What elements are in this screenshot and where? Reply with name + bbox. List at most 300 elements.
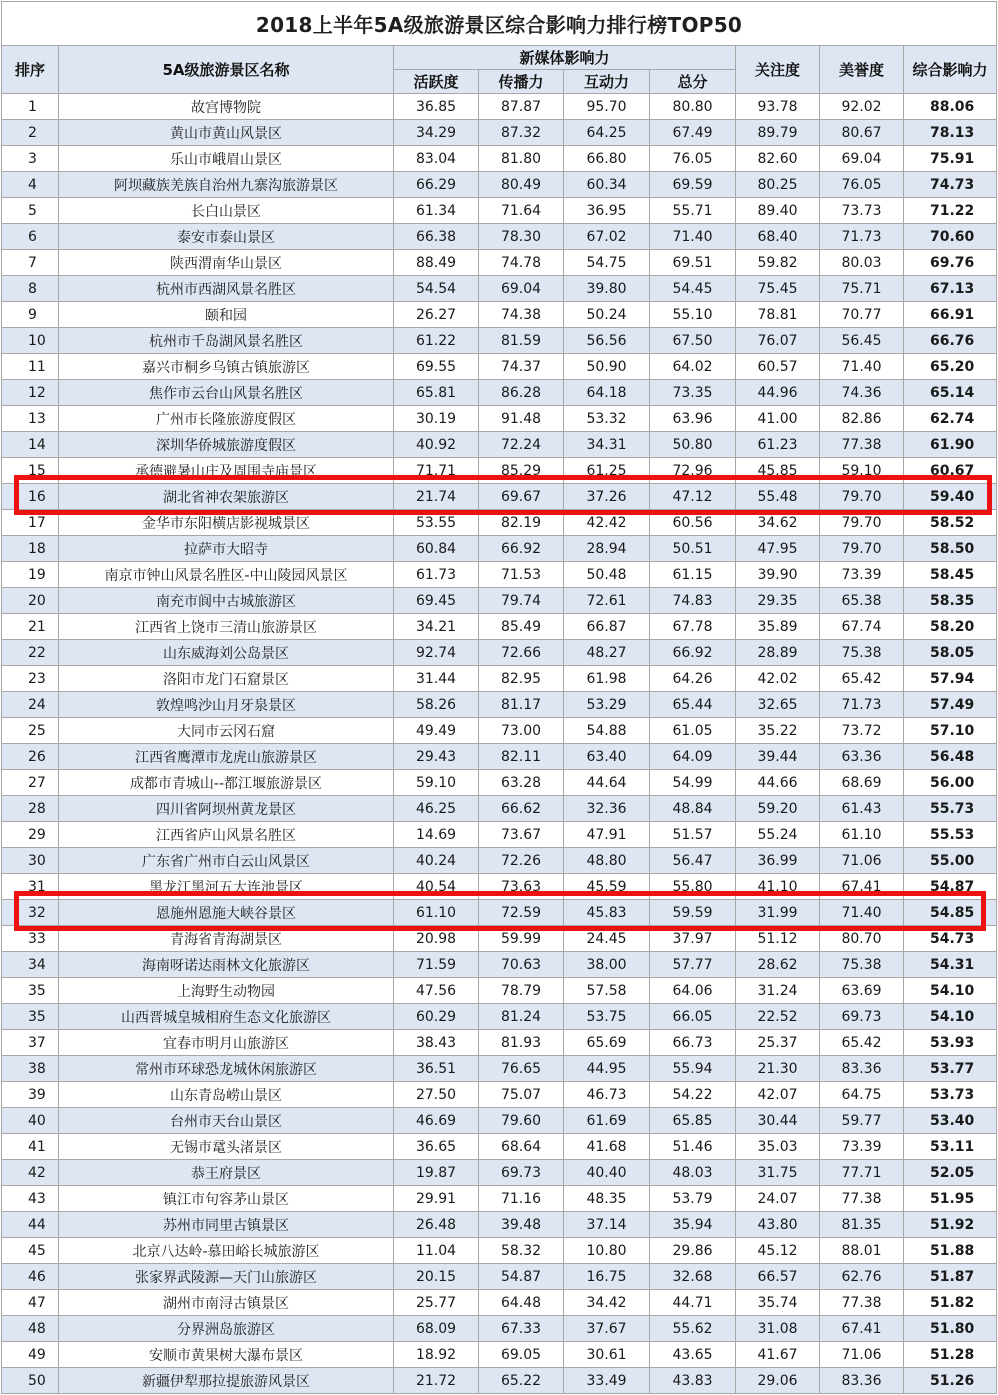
cell-media-total: 69.59	[650, 172, 736, 198]
cell-reputation: 76.05	[820, 172, 904, 198]
cell-attention: 59.20	[736, 796, 820, 822]
cell-attention: 93.78	[736, 94, 820, 120]
cell-spread: 72.66	[479, 640, 564, 666]
cell-attention: 31.75	[736, 1160, 820, 1186]
cell-reputation: 88.01	[820, 1238, 904, 1264]
cell-attention: 66.57	[736, 1264, 820, 1290]
cell-reputation: 71.40	[820, 354, 904, 380]
cell-attention: 51.12	[736, 926, 820, 952]
cell-rank: 21	[2, 614, 59, 640]
cell-attention: 35.74	[736, 1290, 820, 1316]
cell-reputation: 83.36	[820, 1368, 904, 1394]
cell-interaction: 44.95	[564, 1056, 650, 1082]
cell-interaction: 37.26	[564, 484, 650, 510]
cell-overall: 57.94	[904, 666, 997, 692]
cell-attention: 35.89	[736, 614, 820, 640]
cell-name: 大同市云冈石窟	[59, 718, 394, 744]
cell-activity: 69.55	[394, 354, 479, 380]
cell-spread: 69.73	[479, 1160, 564, 1186]
cell-interaction: 50.48	[564, 562, 650, 588]
cell-media-total: 64.09	[650, 744, 736, 770]
header-activity: 活跃度	[394, 70, 479, 94]
cell-interaction: 56.56	[564, 328, 650, 354]
cell-name: 湖北省神农架旅游区	[59, 484, 394, 510]
table-row	[2, 1238, 997, 1264]
header-media-group: 新媒体影响力	[394, 46, 736, 70]
ranking-table	[1, 1, 997, 1394]
cell-name: 苏州市同里古镇景区	[59, 1212, 394, 1238]
cell-rank: 30	[2, 848, 59, 874]
cell-overall: 51.26	[904, 1368, 997, 1394]
cell-overall: 70.60	[904, 224, 997, 250]
cell-activity: 38.43	[394, 1030, 479, 1056]
header-interaction: 互动力	[564, 70, 650, 94]
cell-spread: 71.16	[479, 1186, 564, 1212]
cell-interaction: 72.61	[564, 588, 650, 614]
cell-name: 杭州市西湖风景名胜区	[59, 276, 394, 302]
cell-activity: 36.51	[394, 1056, 479, 1082]
cell-attention: 82.60	[736, 146, 820, 172]
cell-media-total: 37.97	[650, 926, 736, 952]
cell-spread: 63.28	[479, 770, 564, 796]
cell-activity: 29.43	[394, 744, 479, 770]
header-name: 5A级旅游景区名称	[59, 46, 394, 94]
table-row	[2, 978, 997, 1004]
cell-rank: 20	[2, 588, 59, 614]
cell-overall: 54.87	[904, 874, 997, 900]
cell-interaction: 64.18	[564, 380, 650, 406]
cell-spread: 86.28	[479, 380, 564, 406]
cell-name: 镇江市句容茅山景区	[59, 1186, 394, 1212]
cell-activity: 26.48	[394, 1212, 479, 1238]
cell-activity: 31.44	[394, 666, 479, 692]
cell-rank: 8	[2, 276, 59, 302]
cell-activity: 40.54	[394, 874, 479, 900]
cell-spread: 81.80	[479, 146, 564, 172]
cell-media-total: 54.99	[650, 770, 736, 796]
cell-reputation: 79.70	[820, 510, 904, 536]
cell-interaction: 64.25	[564, 120, 650, 146]
cell-reputation: 67.74	[820, 614, 904, 640]
cell-overall: 51.92	[904, 1212, 997, 1238]
cell-media-total: 51.57	[650, 822, 736, 848]
cell-name: 黄山市黄山风景区	[59, 120, 394, 146]
table-row	[2, 1056, 997, 1082]
cell-reputation: 71.06	[820, 1342, 904, 1368]
table-row	[2, 614, 997, 640]
cell-media-total: 44.71	[650, 1290, 736, 1316]
cell-attention: 89.79	[736, 120, 820, 146]
cell-media-total: 66.05	[650, 1004, 736, 1030]
cell-attention: 47.95	[736, 536, 820, 562]
cell-reputation: 59.10	[820, 458, 904, 484]
cell-reputation: 79.70	[820, 484, 904, 510]
cell-reputation: 71.73	[820, 224, 904, 250]
cell-spread: 54.87	[479, 1264, 564, 1290]
cell-overall: 58.35	[904, 588, 997, 614]
cell-media-total: 64.26	[650, 666, 736, 692]
cell-name: 南京市钟山风景名胜区-中山陵园风景区	[59, 562, 394, 588]
table-row	[2, 1342, 997, 1368]
cell-activity: 19.87	[394, 1160, 479, 1186]
cell-rank: 29	[2, 822, 59, 848]
cell-name: 四川省阿坝州黄龙景区	[59, 796, 394, 822]
cell-spread: 73.00	[479, 718, 564, 744]
cell-spread: 59.99	[479, 926, 564, 952]
cell-rank: 19	[2, 562, 59, 588]
cell-activity: 61.73	[394, 562, 479, 588]
cell-spread: 79.60	[479, 1108, 564, 1134]
cell-attention: 42.07	[736, 1082, 820, 1108]
cell-media-total: 60.56	[650, 510, 736, 536]
cell-media-total: 55.10	[650, 302, 736, 328]
cell-interaction: 34.31	[564, 432, 650, 458]
cell-name: 敦煌鸣沙山月牙泉景区	[59, 692, 394, 718]
cell-overall: 66.76	[904, 328, 997, 354]
cell-media-total: 61.15	[650, 562, 736, 588]
table-row	[2, 848, 997, 874]
cell-activity: 61.34	[394, 198, 479, 224]
cell-name: 山西晋城皇城相府生态文化旅游区	[59, 1004, 394, 1030]
cell-media-total: 32.68	[650, 1264, 736, 1290]
cell-attention: 32.65	[736, 692, 820, 718]
cell-reputation: 67.41	[820, 1316, 904, 1342]
cell-rank: 35	[2, 978, 59, 1004]
cell-spread: 81.24	[479, 1004, 564, 1030]
cell-attention: 28.89	[736, 640, 820, 666]
cell-rank: 38	[2, 1056, 59, 1082]
cell-attention: 42.02	[736, 666, 820, 692]
cell-reputation: 75.71	[820, 276, 904, 302]
cell-name: 南充市阆中古城旅游区	[59, 588, 394, 614]
table-row	[2, 354, 997, 380]
cell-rank: 11	[2, 354, 59, 380]
cell-rank: 17	[2, 510, 59, 536]
cell-spread: 80.49	[479, 172, 564, 198]
cell-overall: 69.76	[904, 250, 997, 276]
table-row	[2, 484, 997, 510]
cell-name: 洛阳市龙门石窟景区	[59, 666, 394, 692]
cell-media-total: 29.86	[650, 1238, 736, 1264]
cell-reputation: 71.40	[820, 900, 904, 926]
cell-activity: 11.04	[394, 1238, 479, 1264]
cell-media-total: 65.85	[650, 1108, 736, 1134]
cell-attention: 22.52	[736, 1004, 820, 1030]
cell-rank: 32	[2, 900, 59, 926]
cell-overall: 61.90	[904, 432, 997, 458]
table-row	[2, 1160, 997, 1186]
cell-spread: 70.63	[479, 952, 564, 978]
cell-media-total: 54.45	[650, 276, 736, 302]
cell-reputation: 69.04	[820, 146, 904, 172]
cell-attention: 31.99	[736, 900, 820, 926]
cell-reputation: 77.71	[820, 1160, 904, 1186]
cell-spread: 81.17	[479, 692, 564, 718]
cell-interaction: 45.59	[564, 874, 650, 900]
cell-spread: 58.32	[479, 1238, 564, 1264]
cell-activity: 61.10	[394, 900, 479, 926]
cell-spread: 66.92	[479, 536, 564, 562]
cell-name: 新疆伊犁那拉提旅游风景区	[59, 1368, 394, 1394]
cell-attention: 41.67	[736, 1342, 820, 1368]
cell-reputation: 65.42	[820, 1030, 904, 1056]
cell-activity: 36.65	[394, 1134, 479, 1160]
cell-activity: 21.72	[394, 1368, 479, 1394]
cell-rank: 16	[2, 484, 59, 510]
table-row	[2, 1290, 997, 1316]
cell-name: 深圳华侨城旅游度假区	[59, 432, 394, 458]
table-row	[2, 1030, 997, 1056]
cell-reputation: 73.72	[820, 718, 904, 744]
cell-reputation: 75.38	[820, 640, 904, 666]
cell-spread: 82.19	[479, 510, 564, 536]
cell-name: 杭州市千岛湖风景名胜区	[59, 328, 394, 354]
cell-name: 故宫博物院	[59, 94, 394, 120]
cell-attention: 36.99	[736, 848, 820, 874]
cell-overall: 56.48	[904, 744, 997, 770]
cell-rank: 41	[2, 1134, 59, 1160]
cell-name: 广东省广州市白云山风景区	[59, 848, 394, 874]
cell-media-total: 59.59	[650, 900, 736, 926]
cell-activity: 36.85	[394, 94, 479, 120]
cell-activity: 54.54	[394, 276, 479, 302]
cell-attention: 76.07	[736, 328, 820, 354]
table-row	[2, 1316, 997, 1342]
cell-media-total: 55.80	[650, 874, 736, 900]
cell-attention: 68.40	[736, 224, 820, 250]
cell-name: 承德避暑山庄及周围寺庙景区	[59, 458, 394, 484]
cell-interaction: 32.36	[564, 796, 650, 822]
cell-activity: 46.25	[394, 796, 479, 822]
cell-attention: 30.44	[736, 1108, 820, 1134]
cell-activity: 60.84	[394, 536, 479, 562]
cell-activity: 83.04	[394, 146, 479, 172]
table-row	[2, 1368, 997, 1394]
cell-interaction: 40.40	[564, 1160, 650, 1186]
cell-spread: 68.64	[479, 1134, 564, 1160]
cell-rank: 7	[2, 250, 59, 276]
cell-spread: 73.67	[479, 822, 564, 848]
cell-interaction: 38.00	[564, 952, 650, 978]
cell-attention: 78.81	[736, 302, 820, 328]
cell-interaction: 54.75	[564, 250, 650, 276]
cell-activity: 20.98	[394, 926, 479, 952]
cell-rank: 44	[2, 1212, 59, 1238]
cell-overall: 53.93	[904, 1030, 997, 1056]
cell-overall: 88.06	[904, 94, 997, 120]
table-row	[2, 900, 997, 926]
cell-spread: 64.48	[479, 1290, 564, 1316]
cell-name: 张家界武陵源—天门山旅游区	[59, 1264, 394, 1290]
cell-attention: 29.35	[736, 588, 820, 614]
cell-rank: 39	[2, 1082, 59, 1108]
cell-name: 嘉兴市桐乡乌镇古镇旅游区	[59, 354, 394, 380]
cell-activity: 71.59	[394, 952, 479, 978]
cell-attention: 24.07	[736, 1186, 820, 1212]
cell-overall: 56.00	[904, 770, 997, 796]
cell-activity: 88.49	[394, 250, 479, 276]
cell-spread: 72.59	[479, 900, 564, 926]
cell-interaction: 61.98	[564, 666, 650, 692]
table-row	[2, 94, 997, 120]
cell-interaction: 16.75	[564, 1264, 650, 1290]
cell-spread: 87.87	[479, 94, 564, 120]
table-row	[2, 510, 997, 536]
cell-overall: 58.52	[904, 510, 997, 536]
cell-reputation: 71.73	[820, 692, 904, 718]
cell-name: 陕西渭南华山景区	[59, 250, 394, 276]
cell-overall: 54.10	[904, 978, 997, 1004]
header-media-total: 总分	[650, 70, 736, 94]
cell-media-total: 55.62	[650, 1316, 736, 1342]
cell-overall: 51.95	[904, 1186, 997, 1212]
cell-reputation: 80.03	[820, 250, 904, 276]
cell-overall: 55.73	[904, 796, 997, 822]
cell-overall: 54.85	[904, 900, 997, 926]
cell-attention: 41.10	[736, 874, 820, 900]
cell-interaction: 37.67	[564, 1316, 650, 1342]
cell-media-total: 76.05	[650, 146, 736, 172]
cell-overall: 57.10	[904, 718, 997, 744]
cell-rank: 49	[2, 1342, 59, 1368]
cell-interaction: 42.42	[564, 510, 650, 536]
cell-overall: 59.40	[904, 484, 997, 510]
cell-name: 恩施州恩施大峡谷景区	[59, 900, 394, 926]
cell-reputation: 67.41	[820, 874, 904, 900]
cell-overall: 53.73	[904, 1082, 997, 1108]
cell-overall: 55.53	[904, 822, 997, 848]
cell-name: 乐山市峨眉山景区	[59, 146, 394, 172]
cell-name: 北京八达岭-慕田峪长城旅游区	[59, 1238, 394, 1264]
cell-name: 安顺市黄果树大瀑布景区	[59, 1342, 394, 1368]
cell-media-total: 51.46	[650, 1134, 736, 1160]
cell-reputation: 82.86	[820, 406, 904, 432]
cell-name: 青海省青海湖景区	[59, 926, 394, 952]
cell-overall: 57.49	[904, 692, 997, 718]
table-title: 2018上半年5A级旅游景区综合影响力排行榜TOP50	[2, 2, 997, 46]
cell-media-total: 74.83	[650, 588, 736, 614]
cell-name: 江西省鹰潭市龙虎山旅游景区	[59, 744, 394, 770]
cell-rank: 40	[2, 1108, 59, 1134]
cell-rank: 37	[2, 1030, 59, 1056]
cell-media-total: 67.49	[650, 120, 736, 146]
cell-attention: 55.24	[736, 822, 820, 848]
cell-activity: 66.38	[394, 224, 479, 250]
cell-spread: 85.29	[479, 458, 564, 484]
cell-spread: 81.59	[479, 328, 564, 354]
cell-name: 阿坝藏族羌族自治州九寨沟旅游景区	[59, 172, 394, 198]
table-row	[2, 328, 997, 354]
cell-attention: 60.57	[736, 354, 820, 380]
cell-media-total: 69.51	[650, 250, 736, 276]
cell-media-total: 50.51	[650, 536, 736, 562]
cell-attention: 31.24	[736, 978, 820, 1004]
cell-overall: 58.45	[904, 562, 997, 588]
cell-name: 泰安市泰山景区	[59, 224, 394, 250]
cell-rank: 22	[2, 640, 59, 666]
cell-overall: 53.40	[904, 1108, 997, 1134]
cell-attention: 29.06	[736, 1368, 820, 1394]
table-row	[2, 770, 997, 796]
table-row	[2, 718, 997, 744]
cell-spread: 85.49	[479, 614, 564, 640]
cell-rank: 10	[2, 328, 59, 354]
table-row	[2, 276, 997, 302]
table-row	[2, 120, 997, 146]
cell-interaction: 34.42	[564, 1290, 650, 1316]
cell-media-total: 54.22	[650, 1082, 736, 1108]
cell-reputation: 73.73	[820, 198, 904, 224]
cell-overall: 51.82	[904, 1290, 997, 1316]
cell-media-total: 48.84	[650, 796, 736, 822]
cell-overall: 58.20	[904, 614, 997, 640]
cell-media-total: 53.79	[650, 1186, 736, 1212]
table-row	[2, 146, 997, 172]
cell-attention: 89.40	[736, 198, 820, 224]
table-row	[2, 796, 997, 822]
cell-spread: 74.37	[479, 354, 564, 380]
cell-activity: 27.50	[394, 1082, 479, 1108]
cell-attention: 59.82	[736, 250, 820, 276]
cell-media-total: 73.35	[650, 380, 736, 406]
cell-interaction: 53.29	[564, 692, 650, 718]
cell-overall: 51.80	[904, 1316, 997, 1342]
cell-rank: 2	[2, 120, 59, 146]
cell-spread: 78.30	[479, 224, 564, 250]
cell-media-total: 66.92	[650, 640, 736, 666]
cell-attention: 45.85	[736, 458, 820, 484]
cell-activity: 40.24	[394, 848, 479, 874]
cell-rank: 48	[2, 1316, 59, 1342]
cell-spread: 66.62	[479, 796, 564, 822]
cell-rank: 42	[2, 1160, 59, 1186]
cell-spread: 91.48	[479, 406, 564, 432]
cell-interaction: 48.35	[564, 1186, 650, 1212]
cell-media-total: 43.83	[650, 1368, 736, 1394]
cell-attention: 43.80	[736, 1212, 820, 1238]
table-row	[2, 822, 997, 848]
cell-attention: 28.62	[736, 952, 820, 978]
cell-name: 海南呀诺达雨林文化旅游区	[59, 952, 394, 978]
table-row	[2, 1082, 997, 1108]
cell-interaction: 30.61	[564, 1342, 650, 1368]
cell-activity: 18.92	[394, 1342, 479, 1368]
cell-name: 黑龙江黑河五大连池景区	[59, 874, 394, 900]
cell-interaction: 47.91	[564, 822, 650, 848]
cell-activity: 49.49	[394, 718, 479, 744]
cell-rank: 6	[2, 224, 59, 250]
cell-reputation: 77.38	[820, 1186, 904, 1212]
cell-rank: 12	[2, 380, 59, 406]
cell-reputation: 70.77	[820, 302, 904, 328]
cell-attention: 21.30	[736, 1056, 820, 1082]
cell-interaction: 44.64	[564, 770, 650, 796]
table-row	[2, 952, 997, 978]
table-row	[2, 224, 997, 250]
cell-reputation: 64.75	[820, 1082, 904, 1108]
cell-interaction: 57.58	[564, 978, 650, 1004]
cell-spread: 65.22	[479, 1368, 564, 1394]
cell-rank: 26	[2, 744, 59, 770]
cell-rank: 3	[2, 146, 59, 172]
cell-rank: 25	[2, 718, 59, 744]
cell-reputation: 92.02	[820, 94, 904, 120]
cell-overall: 54.73	[904, 926, 997, 952]
table-row	[2, 588, 997, 614]
cell-interaction: 39.80	[564, 276, 650, 302]
header-reputation: 美誉度	[820, 46, 904, 94]
cell-rank: 50	[2, 1368, 59, 1394]
